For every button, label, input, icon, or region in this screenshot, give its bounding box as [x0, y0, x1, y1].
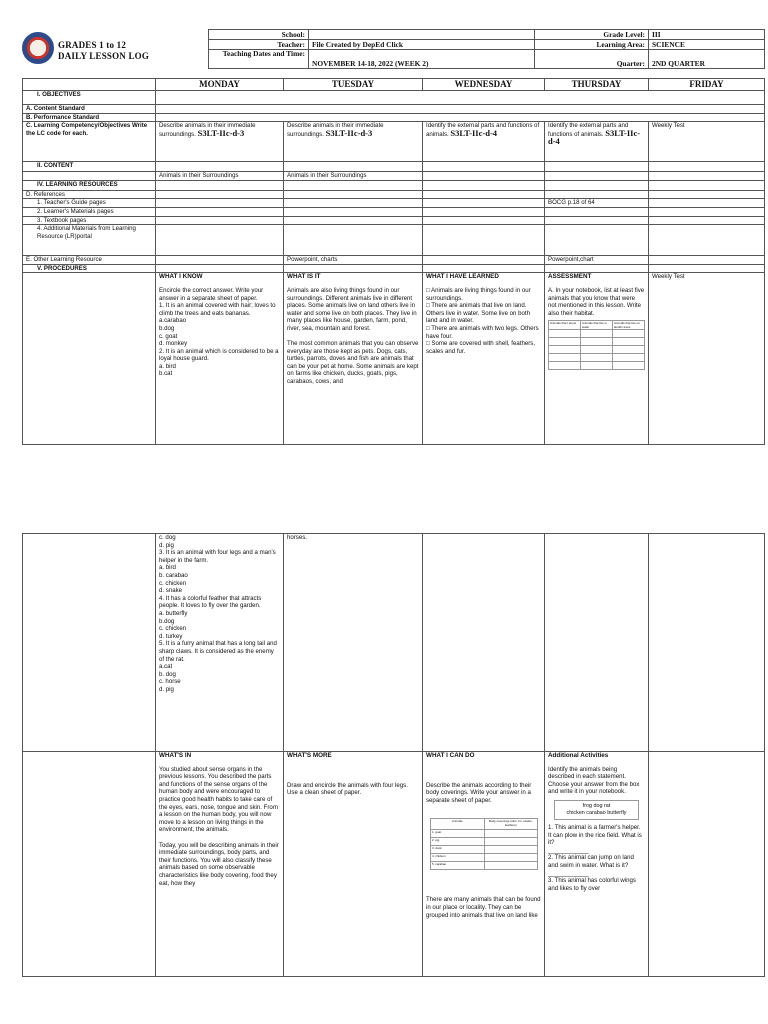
lm-wed	[423, 207, 545, 216]
content-thu	[545, 172, 649, 181]
learning-area-value: SCIENCE	[649, 40, 765, 50]
row-references: D. References	[23, 190, 156, 199]
what-is-it-continued-text: horses.	[287, 534, 307, 541]
body-coverings-col-1: Animals	[431, 819, 485, 830]
title-line-2: DAILY LESSON LOG	[58, 51, 150, 61]
competency-fri: Weekly Test	[649, 122, 765, 162]
teacher-label: Teacher:	[209, 40, 309, 50]
proc-label-tue	[284, 264, 423, 273]
assessment-heading: ASSESSMENT	[548, 273, 592, 281]
content-standard-cell	[156, 105, 765, 114]
content-wed	[423, 172, 545, 181]
proc-label-mon	[156, 264, 284, 273]
cont-label	[23, 534, 156, 752]
what-i-know-continued	[156, 534, 284, 752]
ref-fri	[649, 190, 765, 199]
proc-label-fri	[649, 264, 765, 273]
tb-fri	[649, 216, 765, 225]
body-coverings-col-2: Body coverings (skin, fur, scales, feathers)	[484, 819, 538, 830]
row-procedures: V. PROCEDURES	[23, 264, 156, 273]
question-3: 3. This animal has colorful wings and likes to fly over	[548, 877, 636, 892]
row-performance-standard: B. Performance Standard	[23, 113, 156, 122]
day-tuesday: TUESDAY	[284, 79, 423, 91]
body-coverings-table	[430, 818, 538, 870]
body-coverings-row: 4. chicken	[431, 854, 485, 862]
tg-thu: BOCG p.18 of 64	[545, 199, 649, 208]
row-competency: C. Learning Competency/Objectives Write the LC code for each.	[23, 122, 156, 162]
whats-in-body: You studied about sense organs in the previous lessons. You described the parts and functions of the sense organs of the human body and were encouraged to practice good health habits to take care of the eyes, ears, nose, tongue and skin. From a lesson on the human body, you will now move to a lesson on living things in the environment, the animals. Today, you will be describing animals in their immediate surroundings, body parts, and their functions. You will also classify these animals based on some observable characteristics like body covering, food they eat, how they	[159, 765, 279, 887]
lc-code-tue: S3LT-IIc-d-3	[325, 127, 373, 138]
dll-header	[22, 29, 764, 78]
lc-code-thu: S3LT-IIc-d-4	[548, 127, 641, 147]
competency-mon: Describe animals in their immediate surroundings. S3LT-IIc-d-3	[156, 122, 284, 162]
blank-header-cell	[23, 79, 156, 91]
assessment-table	[548, 320, 645, 370]
cont-wed	[423, 534, 545, 752]
content-mon: Animals in their Surroundings	[156, 172, 284, 181]
assessment-col-2: Animals that live in water	[581, 321, 613, 330]
add-tue	[284, 225, 423, 256]
other-fri	[649, 256, 765, 265]
add-mon	[156, 225, 284, 256]
proc2-label	[23, 752, 156, 977]
assessment-col-1: Animals that I know	[549, 321, 581, 330]
content-label-blank	[23, 172, 156, 181]
row-other-resource: E. Other Learning Resource	[23, 256, 156, 265]
whats-more-cell	[284, 752, 423, 977]
day-thursday: THURSDAY	[545, 79, 649, 91]
answer-choices-box: frog dog rat chicken carabao butterfly	[554, 800, 639, 820]
page-1	[22, 29, 764, 445]
assessment-body: A. In your notebook, list at least five animals that you know that were not mentioned in this lesson. Write also their habitat.	[548, 286, 645, 317]
lm-fri	[649, 207, 765, 216]
lr-mon	[156, 180, 284, 190]
row-learning-resources: IV. LEARNING RESOURCES	[23, 180, 156, 190]
additional-activities-cell	[545, 752, 649, 977]
day-wednesday: WEDNESDAY	[423, 79, 545, 91]
teacher-value: File Created by DepEd Click	[309, 40, 535, 50]
grade-level-value: III	[649, 30, 765, 40]
other-wed	[423, 256, 545, 265]
school-label: School:	[209, 30, 309, 40]
row-additional-materials: 4. Additional Materials from Learning Resource (LR)portal	[23, 225, 156, 256]
additional-activities-heading: Additional Activities	[548, 752, 609, 759]
ref-thu	[545, 190, 649, 199]
what-i-know-heading: WHAT I KNOW	[159, 273, 203, 281]
tb-thu	[545, 216, 649, 225]
content-blank-fri	[649, 162, 765, 172]
row-objectives: I. OBJECTIVES	[23, 91, 156, 105]
what-i-know-body: Encircle the correct answer. Write your answer in a separate sheet of paper. 1. It is an animal covered with hair; loves to climb the trees and eats bananas. a.carabao b.dog c. goat d. monkey 2. It is an animal which is considered to be a loyal house guard. a. bird b.cat	[159, 286, 279, 378]
add-wed	[423, 225, 545, 256]
objectives-cell	[156, 91, 765, 105]
title-line-1: GRADES 1 to 12	[58, 40, 127, 50]
what-i-have-learned-heading: WHAT I HAVE LEARNED	[426, 273, 499, 281]
tg-wed	[423, 199, 545, 208]
content-blank-wed	[423, 162, 545, 172]
quarter-value: 2ND QUARTER	[649, 50, 765, 69]
header-info-table	[208, 29, 765, 69]
content-blank-thu	[545, 162, 649, 172]
day-monday: MONDAY	[156, 79, 284, 91]
ref-wed	[423, 190, 545, 199]
whats-more-body: Draw and encircle the animals with four legs. Use a clean sheet of paper.	[287, 781, 408, 797]
lr-fri	[649, 180, 765, 190]
row-textbook-pages: 3. Textbook pages	[23, 216, 156, 225]
add-thu	[545, 225, 649, 256]
assessment-col-3: Animals that live on land/in trees	[613, 321, 645, 330]
what-is-it-cell	[284, 273, 423, 445]
content-blank-tue	[284, 162, 423, 172]
row-tg-pages: 1. Teacher's Guide pages	[23, 199, 156, 208]
learning-area-label: Learning Area:	[535, 40, 649, 50]
row-content-standard: A. Content Standard	[23, 105, 156, 114]
grade-level-label: Grade Level:	[535, 30, 649, 40]
lm-tue	[284, 207, 423, 216]
dates-value: NOVEMBER 14-18, 2022 (WEEK 2)	[309, 50, 535, 69]
what-i-can-do-heading: WHAT I CAN DO	[426, 752, 475, 759]
quarter-label: Quarter:	[535, 50, 649, 69]
tg-fri	[649, 199, 765, 208]
tg-mon	[156, 199, 284, 208]
lm-thu	[545, 207, 649, 216]
lesson-log-table-continued	[22, 533, 765, 977]
whats-in-cell	[156, 752, 284, 977]
whats-in-heading: WHAT'S IN	[159, 752, 192, 759]
add-fri	[649, 225, 765, 256]
tg-tue	[284, 199, 423, 208]
deped-seal-icon	[22, 32, 54, 64]
lr-wed	[423, 180, 545, 190]
row-lm-pages: 2. Learner's Materials pages	[23, 207, 156, 216]
page-2	[22, 533, 764, 977]
ref-mon	[156, 190, 284, 199]
body-coverings-row: 5. carabao	[431, 862, 485, 870]
tb-mon	[156, 216, 284, 225]
body-coverings-row: 2. pig	[431, 838, 485, 846]
tb-wed	[423, 216, 545, 225]
lr-thu	[545, 180, 649, 190]
content-blank-mon	[156, 162, 284, 172]
what-i-can-do-cell	[423, 752, 545, 977]
row-content: II. CONTENT	[23, 162, 156, 172]
proc2-fri	[649, 752, 765, 977]
performance-standard-cell	[156, 113, 765, 122]
content-fri	[649, 172, 765, 181]
dates-label: Teaching Dates and Time:	[209, 50, 309, 69]
proc-row-label	[23, 273, 156, 445]
what-i-have-learned-body: □ Animals are living things found in our surroundings. □ There are animals that live on land. Others live in water. Some live on both land and in water. □ There are animals with two legs. Others have four. □ Some are covered with shell, feathers, scales and fur.	[426, 286, 539, 355]
lr-tue	[284, 180, 423, 190]
assessment-cell	[545, 273, 649, 445]
other-mon	[156, 256, 284, 265]
what-i-can-do-body-2: There are many animals that can be found in our place or locality. They can be grouped into animals that live on land like	[426, 896, 541, 919]
what-i-have-learned-cell	[423, 273, 545, 445]
what-is-it-heading: WHAT IS IT	[287, 273, 321, 281]
other-tue: Powerpoint, charts	[284, 256, 423, 265]
body-coverings-row: 1. goat	[431, 830, 485, 838]
day-friday: FRIDAY	[649, 79, 765, 91]
lc-code-mon: S3LT-IIc-d-3	[197, 127, 245, 138]
dll-title	[58, 40, 149, 62]
body-coverings-row: 3. duck	[431, 846, 485, 854]
lc-code-wed: S3LT-IIc-d-4	[450, 127, 498, 138]
additional-activities-body: Identify the animals being described in each statement. Choose your answer from the box and write it in your notebook.	[548, 765, 640, 796]
tb-tue	[284, 216, 423, 225]
ref-tue	[284, 190, 423, 199]
proc-label-thu	[545, 264, 649, 273]
what-i-know-continued-text: c. dog d. pig 3. It is an animal with four legs and a man's helper in the farm. a. bird b. carabao c. chicken d. snake 4. It has a colorful feather that attracts people. It loves to fly over the garden. a. butterfly b.dog c. chicken d. turkey 5. It is a furry animal that has a long tail and sharp claws. It is considered as the enemy of the rat. a.cat b. dog c. horse d. pig	[159, 534, 277, 693]
cont-fri	[649, 534, 765, 752]
school-value	[309, 30, 535, 40]
what-i-can-do-body: Describe the animals according to their body coverings. Write your answer in a separate sheet of paper.	[426, 781, 532, 804]
question-1: 1. This animal is a farmer's helper. It can plow in the rice field. What is it? ____________	[548, 823, 642, 854]
what-i-know-cell	[156, 273, 284, 445]
whats-more-heading: WHAT'S MORE	[287, 752, 332, 759]
what-is-it-body: Animals are also living things found in our surroundings. Different animals live in different places. Some animals live on land others live in water and some live on both places. They live in many places like house, garden, farm, pond, river, sea, mountain and forest. The most common animals that you can observe everyday are those kept as pets. Dogs, cats, turtles, parrots, doves and fish are animals that can be your pet at home. Some animals are kept on farms like chicken, ducks, goats, pigs, carabaos, cows, and	[287, 286, 419, 386]
other-thu: Powerpoint,chart	[545, 256, 649, 265]
content-tue: Animals in their Surroundings	[284, 172, 423, 181]
what-is-it-continued	[284, 534, 423, 752]
proc-label-wed	[423, 264, 545, 273]
weekly-test-cell: Weekly Test	[649, 273, 765, 445]
lesson-log-table	[22, 78, 765, 445]
competency-wed: Identify the external parts and functions of animals. S3LT-IIc-d-4	[423, 122, 545, 162]
competency-thu: Identify the external parts and functions of animals. S3LT-IIc-d-4	[545, 122, 649, 162]
cont-thu	[545, 534, 649, 752]
competency-tue: Describe animals in their immediate surroundings. S3LT-IIc-d-3	[284, 122, 423, 162]
question-2: 2. This animal can jump on land and swim in water. What is it? ____________	[548, 854, 634, 877]
lm-mon	[156, 207, 284, 216]
